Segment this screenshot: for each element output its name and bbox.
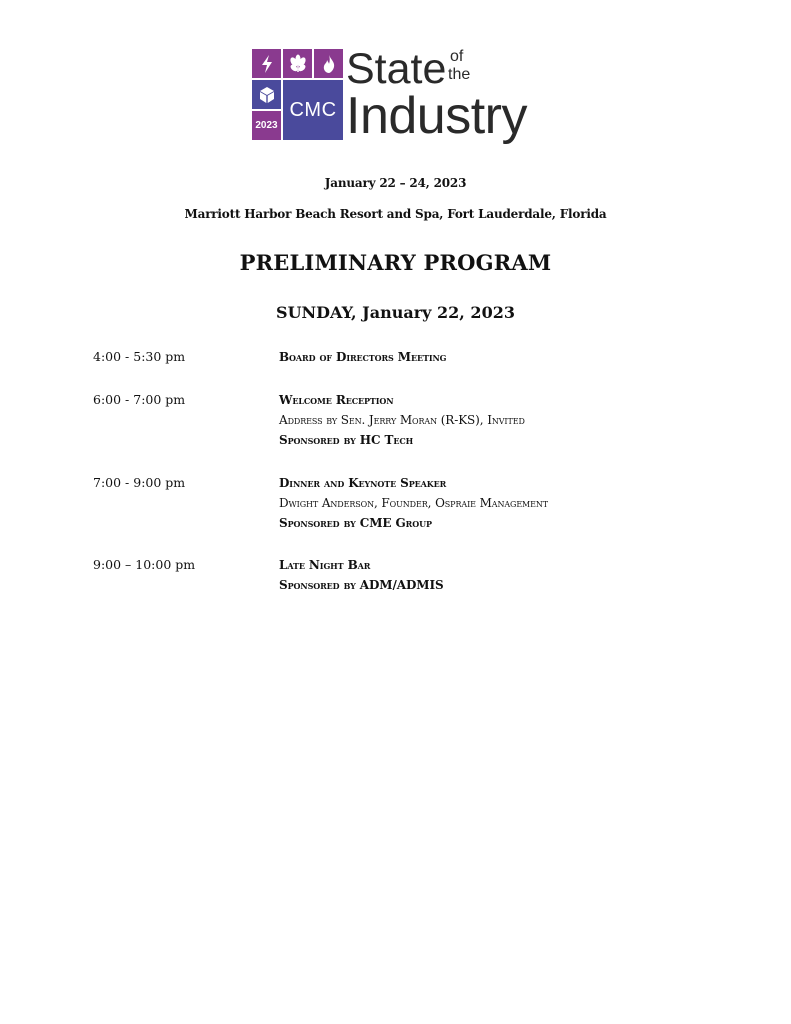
session-sponsor: Sponsored by HC Tech <box>279 433 414 447</box>
session-time: 9:00 – 10:00 pm <box>93 557 196 572</box>
session-title: Late Night Bar <box>279 558 371 572</box>
flame-icon <box>314 49 343 78</box>
cube-icon <box>252 80 281 109</box>
event-venue: Marriott Harbor Beach Resort and Spa, Fort Lauderdale, Florida <box>184 207 607 221</box>
event-dates: January 22 – 24, 2023 <box>324 176 467 190</box>
session-details <box>279 473 759 533</box>
session-time: 6:00 - 7:00 pm <box>93 392 186 407</box>
leaf-icon <box>283 49 312 78</box>
session-details <box>279 390 759 450</box>
program-title: PRELIMINARY PROGRAM <box>239 250 552 275</box>
cmc-logo-mark: CMC <box>283 80 343 140</box>
session-speaker: Dwight Anderson, Founder, Ospraie Management <box>279 496 549 510</box>
session-details <box>279 347 759 367</box>
session-title: Board of Directors Meeting <box>279 350 447 364</box>
session-speaker: Address by Sen. Jerry Moran (R-KS), Invited <box>279 413 525 427</box>
session-time: 7:00 - 9:00 pm <box>93 475 186 490</box>
session-time: 4:00 - 5:30 pm <box>93 349 186 364</box>
logo-word-state: State <box>346 45 447 93</box>
state-of-the-industry-logo <box>252 46 552 156</box>
logo-word-industry: Industry <box>346 87 527 145</box>
day-heading: SUNDAY, January 22, 2023 <box>276 303 515 322</box>
session-sponsor: Sponsored by CME Group <box>279 516 432 530</box>
lightning-bolt-icon <box>252 49 281 78</box>
session-sponsor: Sponsored by ADM/ADMIS <box>279 578 444 592</box>
logo-word-of: of <box>450 48 464 65</box>
logo-year: 2023 <box>252 111 281 140</box>
logo-word-the: the <box>448 66 471 83</box>
session-details <box>279 555 759 595</box>
session-title: Welcome Reception <box>279 393 394 407</box>
session-title: Dinner and Keynote Speaker <box>279 476 447 490</box>
